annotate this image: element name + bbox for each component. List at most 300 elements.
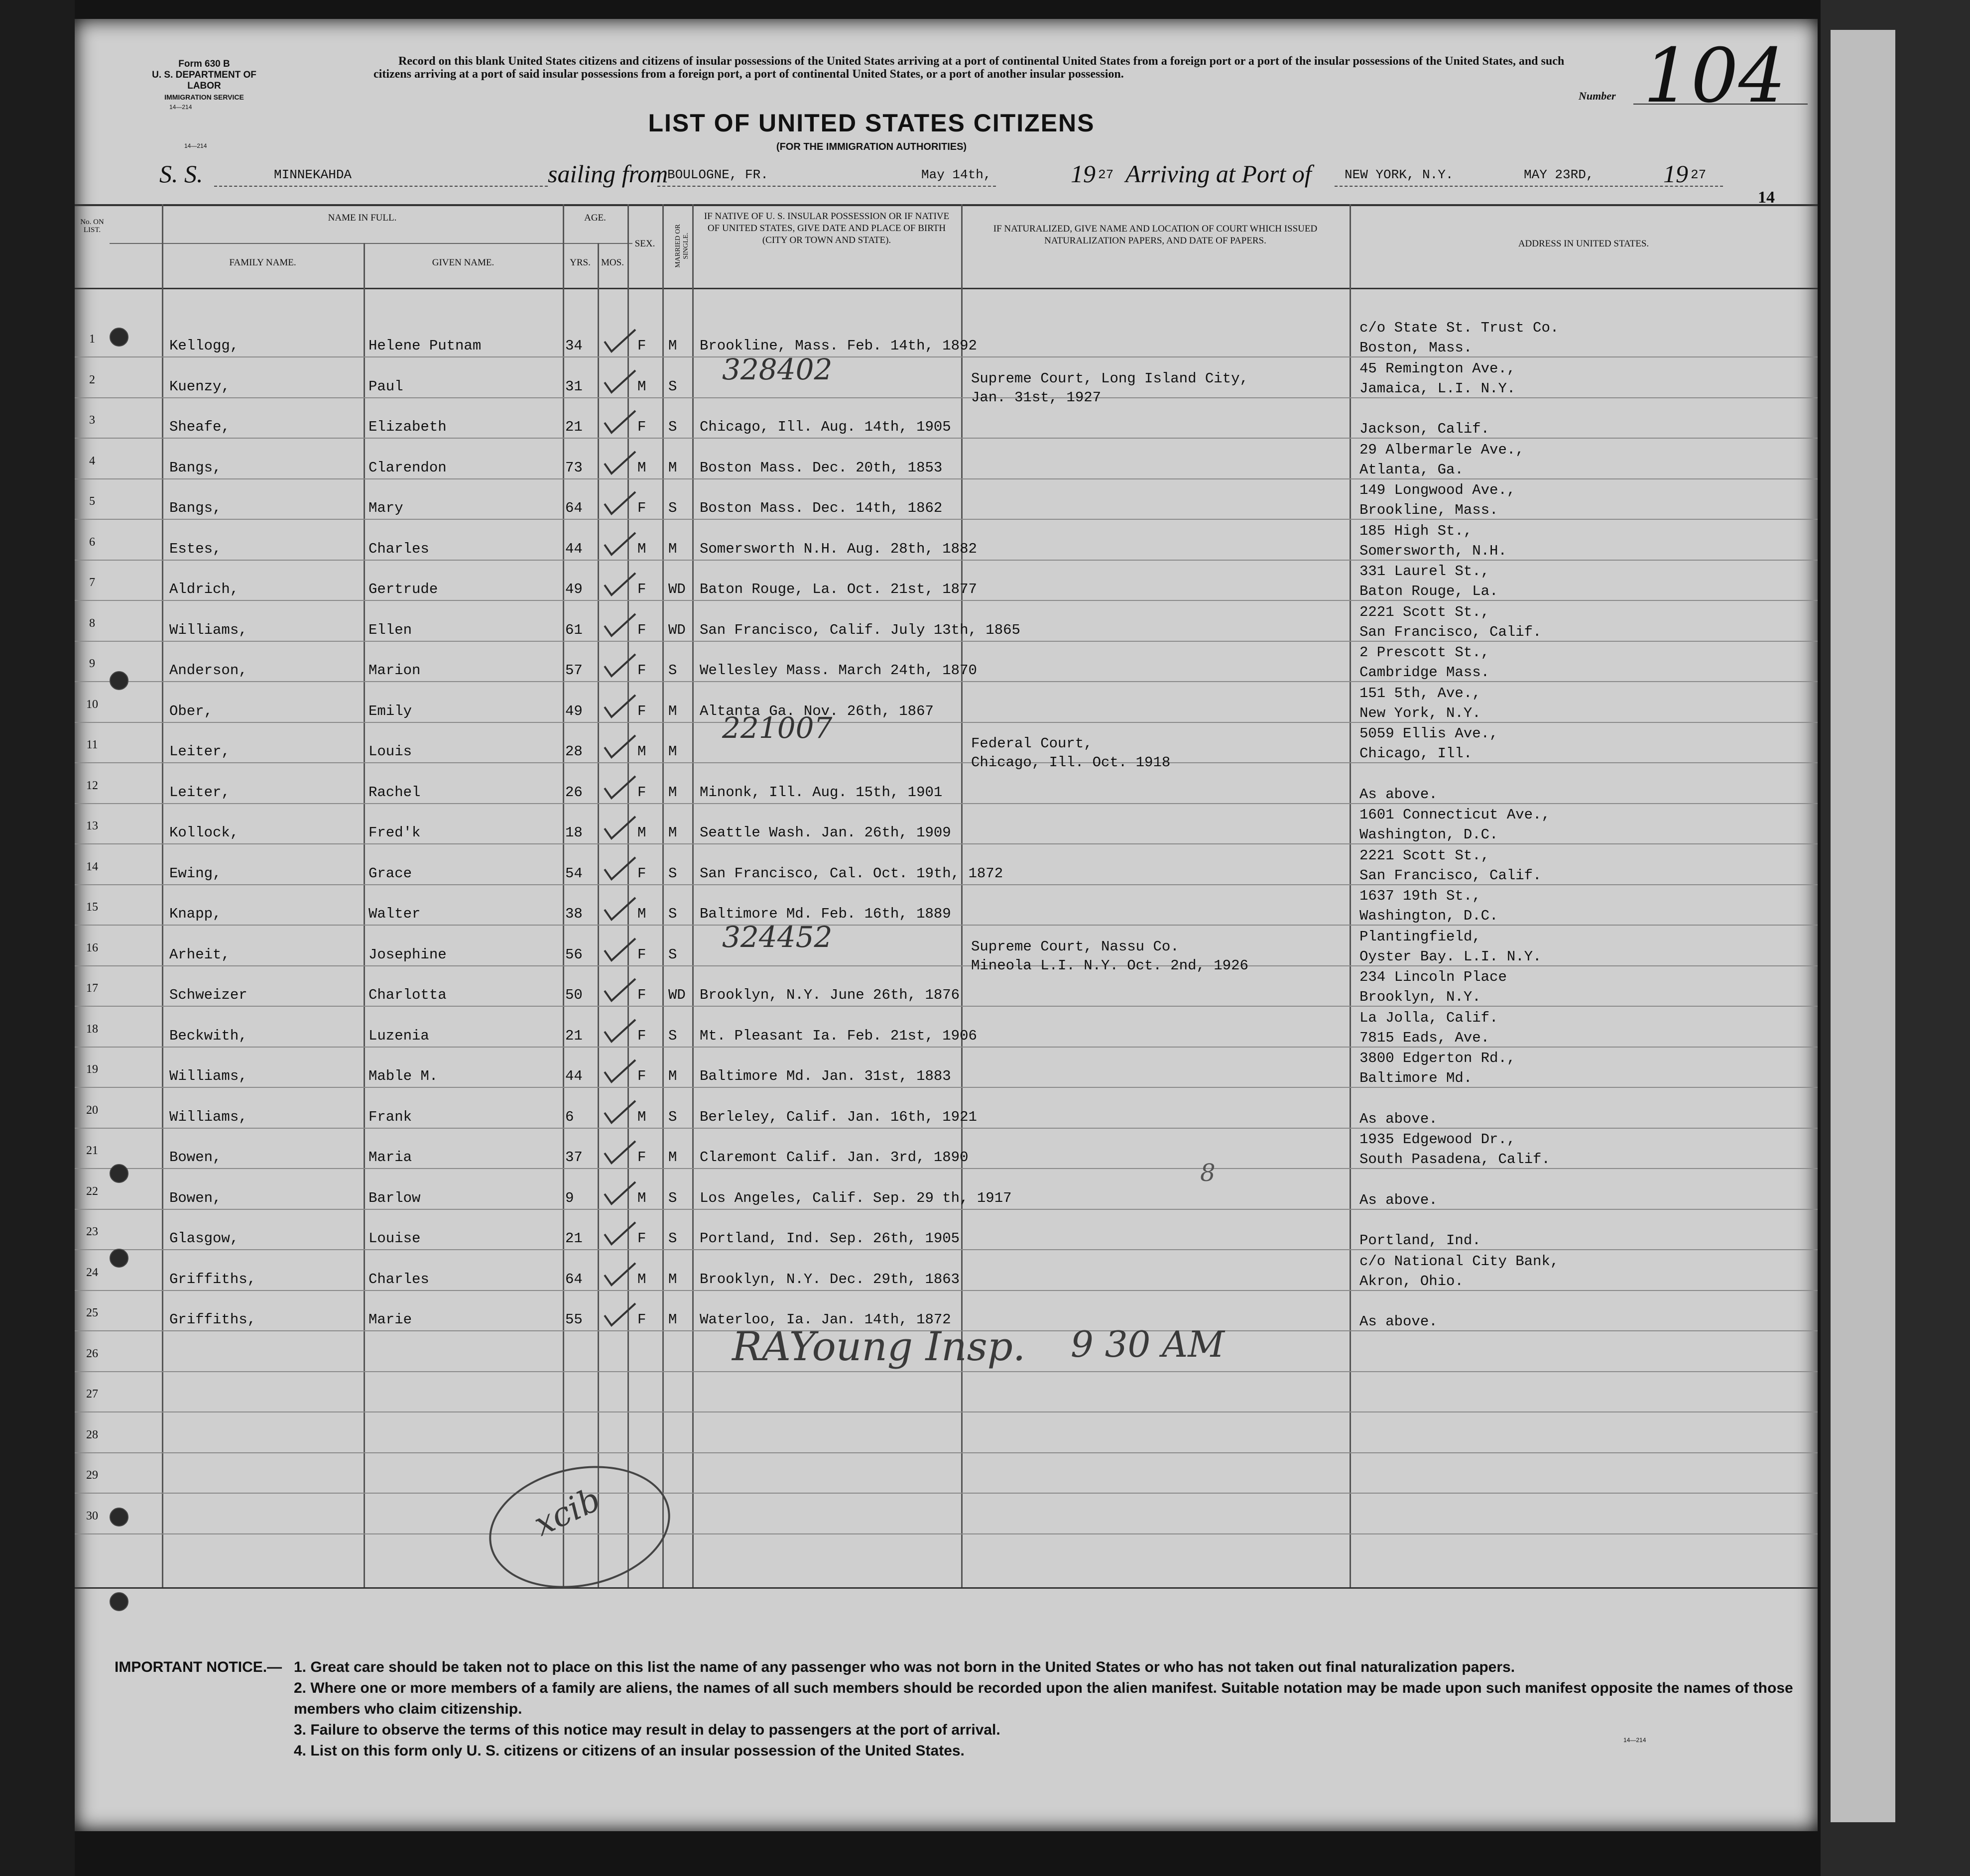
check-mark-icon (603, 1140, 637, 1165)
family-name: Kollock, (169, 824, 239, 841)
marital-status: S (668, 378, 677, 395)
row-rule (75, 965, 1818, 966)
ss-label: S. S. (159, 160, 203, 188)
from-port: BOULOGNE, FR. (667, 167, 768, 182)
table-bottom-border (75, 1587, 1818, 1589)
sex: F (637, 338, 646, 354)
birth-place-date: San Francisco, Calif. July 13th, 1865 (700, 621, 1020, 638)
age-years: 37 (565, 1149, 583, 1166)
address-line-2: Portland, Ind. (1359, 1232, 1481, 1249)
ship-line-rule (214, 186, 548, 187)
check-mark-icon (603, 451, 637, 475)
check-mark-icon (603, 410, 637, 435)
sail-date: May 14th, (921, 167, 991, 182)
given-name: Fred'k (369, 824, 421, 841)
row-number: 15 (86, 901, 98, 914)
list-number: 104 (1643, 33, 1786, 119)
check-mark-icon (603, 1302, 637, 1327)
row-number: 8 (89, 616, 95, 630)
given-name: Elizabeth (369, 419, 447, 435)
check-mark-icon (603, 1181, 637, 1206)
family-name: Leiter, (169, 784, 230, 801)
row-rule (75, 600, 1818, 601)
important-notice (115, 1657, 1818, 1761)
birth-place-date: Seattle Wash. Jan. 26th, 1909 (700, 824, 951, 841)
header-no: No. ON LIST. (80, 218, 104, 234)
form-id-block (134, 59, 274, 103)
row-rule (75, 681, 1818, 682)
family-name: Ewing, (169, 865, 222, 882)
address-line-2: Oyster Bay. L.I. N.Y. (1359, 948, 1542, 965)
address-line-2: Brooklyn, N.Y. (1359, 989, 1481, 1005)
address-line-1: c/o State St. Trust Co. (1359, 320, 1559, 336)
arriving-label: Arriving at Port of (1125, 160, 1312, 188)
row-number: 25 (86, 1306, 98, 1319)
sex: M (637, 906, 646, 922)
marital-status: M (668, 338, 677, 354)
marital-status: M (668, 743, 677, 760)
check-mark-icon (603, 897, 637, 922)
family-name: Bangs, (169, 459, 222, 476)
row-rule (75, 1493, 1818, 1494)
age-years: 73 (565, 459, 583, 476)
sex: F (637, 581, 646, 597)
row-rule (75, 478, 1818, 479)
address-line-2: San Francisco, Calif. (1359, 867, 1542, 884)
form-subtitle: (FOR THE IMMIGRATION AUTHORITIES) (776, 141, 967, 152)
given-name: Grace (369, 865, 412, 882)
manifest-page (75, 19, 1818, 1831)
address-line-1: 2221 Scott St., (1359, 847, 1490, 864)
age-years: 28 (565, 743, 583, 760)
age-years: 21 (565, 419, 583, 435)
notice-item-2: 2. Where one or more members of a family are aliens, the names of all such members should be recorded upon the alien manifest. Suitable notation may be made upon such manifest opposite the names of those members who claim citizenship. (294, 1680, 1793, 1717)
punch-hole (110, 1249, 128, 1268)
address-line-2: Jamaica, L.I. N.Y. (1359, 380, 1516, 397)
sex: F (637, 1149, 646, 1166)
family-name: Griffiths, (169, 1311, 256, 1328)
address-line-2: Jackson, Calif. (1359, 421, 1490, 437)
row-number: 7 (89, 576, 95, 589)
age-years: 18 (565, 824, 583, 841)
age-years: 54 (565, 865, 583, 882)
marital-status: WD (668, 621, 686, 638)
address-line-2: Somersworth, N.H. (1359, 542, 1507, 559)
address-line-1: 149 Longwood Ave., (1359, 482, 1516, 498)
family-name: Williams, (169, 1068, 247, 1084)
family-name: Ober, (169, 703, 213, 719)
row-number: 11 (86, 738, 98, 751)
address-line-2: Atlanta, Ga. (1359, 461, 1464, 478)
address-line-2: As above. (1359, 786, 1438, 803)
cert-number-kuenzy: 328402 (722, 352, 833, 386)
header-given-name: GIVEN NAME. (432, 257, 494, 268)
cert-number-arheit: 324452 (722, 920, 833, 954)
name-age-subheader-rule (110, 243, 632, 244)
age-years: 38 (565, 906, 583, 922)
age-years: 44 (565, 540, 583, 557)
col-divider-family (364, 243, 365, 1587)
row-number: 3 (89, 414, 95, 427)
family-name: Estes, (169, 540, 222, 557)
marital-status: S (668, 906, 677, 922)
birth-place-date: Los Angeles, Calif. Sep. 29 th, 1917 (700, 1189, 1012, 1206)
address-line-1: 151 5th, Ave., (1359, 685, 1481, 702)
row-rule (75, 1128, 1818, 1129)
row-number: 27 (86, 1388, 98, 1401)
given-name: Charles (369, 540, 429, 557)
inspection-time: 9 30 AM (1071, 1323, 1225, 1365)
birth-place-date: Chicago, Ill. Aug. 14th, 1905 (700, 419, 951, 435)
address-line-2: As above. (1359, 1313, 1438, 1330)
arrival-year-prefix: 19 (1663, 160, 1688, 188)
address-line-1: 185 High St., (1359, 522, 1473, 539)
given-name: Emily (369, 703, 412, 719)
notice-item-4: 4. List on this form only U. S. citizens or citizens of an insular possession of the United States. (294, 1743, 965, 1759)
address-line-1: La Jolla, Calif. (1359, 1009, 1498, 1026)
address-line-2: As above. (1359, 1110, 1438, 1127)
notice-item-1: 1. Great care should be taken not to place on this list the name of any passenger who was not born in the United States or who has not taken out final naturalization papers. (294, 1659, 1515, 1675)
family-name: Griffiths, (169, 1271, 256, 1288)
age-years: 56 (565, 946, 583, 963)
family-name: Bowen, (169, 1189, 222, 1206)
page-number: 14 (1758, 188, 1775, 207)
check-mark-icon (603, 491, 637, 516)
given-name: Frank (369, 1108, 412, 1125)
check-mark-icon (603, 1059, 637, 1084)
row-number: 13 (86, 820, 98, 832)
header-married-single: MARRIED OR SINGLE. (674, 224, 690, 268)
birth-place-date: Berleley, Calif. Jan. 16th, 1921 (700, 1108, 977, 1125)
row-number: 4 (89, 454, 95, 468)
film-right-margin (1821, 0, 1970, 1876)
table-top-border (75, 204, 1818, 206)
given-name: Luzenia (369, 1027, 429, 1044)
sex: F (637, 987, 646, 1003)
service-name: IMMIGRATION SERVICE (164, 93, 244, 101)
naturalization-court: Federal Court, (971, 735, 1093, 752)
address-line-1: 1935 Edgewood Dr., (1359, 1131, 1516, 1148)
marital-status: M (668, 824, 677, 841)
check-mark-icon (603, 694, 637, 719)
punch-hole (110, 1592, 128, 1611)
age-years: 21 (565, 1027, 583, 1044)
notice-items (294, 1657, 1818, 1761)
check-mark-icon (603, 734, 637, 759)
naturalization-date: Jan. 31st, 1927 (971, 389, 1102, 406)
given-name: Maria (369, 1149, 412, 1166)
marital-status: M (668, 459, 677, 476)
row-number: 22 (86, 1184, 98, 1198)
sex: F (637, 946, 646, 963)
sex: F (637, 865, 646, 882)
given-name: Louis (369, 743, 412, 760)
notice-item-3: 3. Failure to observe the terms of this notice may result in delay to passengers at the port of arrival. (294, 1722, 1000, 1738)
address-line-2: Chicago, Ill. (1359, 745, 1473, 762)
address-line-2: Cambridge Mass. (1359, 664, 1490, 681)
sex: M (637, 824, 646, 841)
age-years: 64 (565, 1271, 583, 1288)
sex: F (637, 1311, 646, 1328)
age-years: 55 (565, 1311, 583, 1328)
birth-place-date: Wellesley Mass. March 24th, 1870 (700, 662, 977, 679)
sex: M (637, 459, 646, 476)
birth-place-date: Baton Rouge, La. Oct. 21st, 1877 (700, 581, 977, 597)
age-years: 61 (565, 621, 583, 638)
row-rule (75, 722, 1818, 723)
from-port-rule (657, 186, 996, 187)
birth-place-date: Mt. Pleasant Ia. Feb. 21st, 1906 (700, 1027, 977, 1044)
marital-status: S (668, 946, 677, 963)
family-name: Arheit, (169, 946, 230, 963)
margin-mark: 8 (1200, 1159, 1216, 1187)
header-mos: MOS. (601, 257, 624, 268)
address-line-2: Baltimore Md. (1359, 1070, 1473, 1086)
header-address: ADDRESS IN UNITED STATES. (1518, 238, 1649, 249)
marital-status: M (668, 1149, 677, 1166)
address-line-2: San Francisco, Calif. (1359, 623, 1542, 640)
marital-status: WD (668, 987, 686, 1003)
address-line-1: 45 Remington Ave., (1359, 360, 1516, 377)
header-sex: SEX. (634, 238, 655, 249)
address-line-1: 2 Prescott St., (1359, 644, 1490, 661)
number-label: Number (1579, 90, 1616, 102)
age-years: 31 (565, 378, 583, 395)
address-line-2: As above. (1359, 1191, 1438, 1208)
birth-place-date: Boston Mass. Dec. 14th, 1862 (700, 500, 943, 516)
row-rule (75, 1168, 1818, 1169)
row-number: 2 (89, 373, 95, 386)
check-mark-icon (603, 816, 637, 840)
sex: F (637, 621, 646, 638)
form-code-mid: 14—214 (184, 142, 207, 149)
given-name: Helene Putnam (369, 338, 482, 354)
sex: M (637, 1271, 646, 1288)
row-number: 19 (86, 1063, 98, 1076)
cert-number-leiter: 221007 (722, 711, 833, 745)
birth-place-date: Somersworth N.H. Aug. 28th, 1882 (700, 540, 977, 557)
address-line-1: 2221 Scott St., (1359, 603, 1490, 620)
header-age: AGE. (584, 213, 606, 223)
row-rule (75, 762, 1818, 763)
arrival-date: MAY 23RD, (1524, 167, 1594, 182)
col-divider-given (563, 204, 564, 1587)
sex: F (637, 500, 646, 516)
given-name: Charlotta (369, 987, 447, 1003)
sex: F (637, 1068, 646, 1084)
row-rule (75, 1209, 1818, 1210)
marital-status: M (668, 784, 677, 801)
row-rule (75, 1452, 1818, 1453)
marital-status: S (668, 1108, 677, 1125)
row-number: 16 (86, 941, 98, 954)
address-line-2: South Pasadena, Calif. (1359, 1151, 1550, 1168)
row-number: 24 (86, 1266, 98, 1279)
marital-status: S (668, 419, 677, 435)
check-mark-icon (603, 572, 637, 597)
naturalization-date: Mineola L.I. N.Y. Oct. 2nd, 1926 (971, 957, 1248, 974)
birth-place-date: Claremont Calif. Jan. 3rd, 1890 (700, 1149, 969, 1166)
check-mark-icon (603, 329, 637, 353)
marital-status: S (668, 500, 677, 516)
marital-status: M (668, 1271, 677, 1288)
form-title: LIST OF UNITED STATES CITIZENS (648, 109, 1095, 137)
sex: M (637, 1108, 646, 1125)
check-mark-icon (603, 369, 637, 394)
address-line-1: 331 Laurel St., (1359, 563, 1490, 580)
marital-status: S (668, 1189, 677, 1206)
row-number: 21 (86, 1144, 98, 1157)
family-name: Kellogg, (169, 338, 239, 354)
family-name: Kuenzy, (169, 378, 230, 395)
sex: F (637, 662, 646, 679)
given-name: Josephine (369, 946, 447, 963)
ship-name: MINNEKAHDA (274, 167, 352, 182)
col-divider-sex (662, 204, 664, 1587)
marital-status: M (668, 1068, 677, 1084)
row-rule (75, 1249, 1818, 1250)
row-rule (75, 843, 1818, 844)
family-name: Williams, (169, 1108, 247, 1125)
given-name: Clarendon (369, 459, 447, 476)
birth-place-date: Brooklyn, N.Y. June 26th, 1876 (700, 987, 960, 1003)
header-name-in-full: NAME IN FULL. (328, 213, 397, 223)
birth-place-date: Waterloo, Ia. Jan. 14th, 1872 (700, 1311, 951, 1328)
record-instructions: Record on this blank United States citizens and citizens of insular possessions of the United States arriving at a port of continental United States from a foreign port or a port of the insular possessions of the United States, and such citizens arriving at a port of said insular possessions from a foreign port, a port of continental United States, or a port of another insular possession. (373, 55, 1565, 81)
check-mark-icon (603, 1100, 637, 1125)
given-name: Barlow (369, 1189, 421, 1206)
naturalization-date: Chicago, Ill. Oct. 1918 (971, 754, 1171, 771)
sailing-from-label: sailing from (548, 160, 668, 188)
row-rule (75, 519, 1818, 520)
given-name: Mary (369, 500, 403, 516)
sex: F (637, 419, 646, 435)
row-rule (75, 1087, 1818, 1088)
row-number: 12 (86, 779, 98, 792)
birth-place-date: Baltimore Md. Feb. 16th, 1889 (700, 906, 951, 922)
form-number: Form 630 B (178, 59, 230, 69)
adjacent-page-edge (1831, 30, 1895, 1822)
check-mark-icon (603, 775, 637, 800)
film-left-margin (0, 0, 75, 1876)
arrival-year: 27 (1691, 167, 1707, 182)
address-line-2: 7815 Eads, Ave. (1359, 1029, 1490, 1046)
address-line-1: 1637 19th St., (1359, 888, 1481, 904)
marital-status: S (668, 865, 677, 882)
address-line-1: 3800 Edgerton Rd., (1359, 1050, 1516, 1066)
given-name: Mable M. (369, 1068, 438, 1084)
family-name: Anderson, (169, 662, 247, 679)
birth-place-date: San Francisco, Cal. Oct. 19th, 1872 (700, 865, 1003, 882)
given-name: Marie (369, 1311, 412, 1328)
col-divider-ms (692, 204, 694, 1587)
header-bottom-border (75, 288, 1818, 289)
row-rule (75, 397, 1818, 398)
row-rule (75, 884, 1818, 885)
sex: M (637, 378, 646, 395)
sail-year-prefix: 19 (1071, 160, 1096, 188)
marital-status: M (668, 703, 677, 719)
address-line-2: Washington, D.C. (1359, 908, 1498, 924)
col-divider-naturalized (1350, 204, 1351, 1587)
age-years: 44 (565, 1068, 583, 1084)
row-number: 17 (86, 982, 98, 995)
birth-place-date: Boston Mass. Dec. 20th, 1853 (700, 459, 943, 476)
birth-place-date: Minonk, Ill. Aug. 15th, 1901 (700, 784, 943, 801)
family-name: Aldrich, (169, 581, 239, 597)
marital-status: S (668, 1230, 677, 1247)
address-line-1: 29 Albermarle Ave., (1359, 441, 1524, 458)
row-rule (75, 1411, 1818, 1412)
given-name: Louise (369, 1230, 421, 1247)
address-line-2: Brookline, Mass. (1359, 502, 1498, 518)
row-number: 9 (89, 657, 95, 670)
check-mark-icon (603, 938, 637, 962)
birth-place-date: Baltimore Md. Jan. 31st, 1883 (700, 1068, 951, 1084)
family-name: Bangs, (169, 500, 222, 516)
age-years: 34 (565, 338, 583, 354)
row-number: 30 (86, 1509, 98, 1523)
row-number: 6 (89, 535, 95, 549)
row-rule (75, 438, 1818, 439)
age-years: 9 (565, 1189, 574, 1206)
given-name: Marion (369, 662, 421, 679)
row-rule (75, 925, 1818, 926)
birth-place-date: Brookline, Mass. Feb. 14th, 1892 (700, 338, 977, 354)
row-number: 1 (89, 333, 95, 346)
col-divider-birth (961, 204, 963, 1587)
row-number: 23 (86, 1225, 98, 1238)
address-line-2: Boston, Mass. (1359, 340, 1473, 356)
age-years: 64 (565, 500, 583, 516)
row-rule (75, 641, 1818, 642)
age-years: 6 (565, 1108, 574, 1125)
header-family-name: FAMILY NAME. (229, 257, 296, 268)
row-rule (75, 1006, 1818, 1007)
row-number: 14 (86, 860, 98, 873)
sex: M (637, 743, 646, 760)
age-years: 26 (565, 784, 583, 801)
check-mark-icon (603, 1019, 637, 1044)
check-mark-icon (603, 978, 637, 1003)
row-rule (75, 1047, 1818, 1048)
inspector-signature: RAYoung Insp. (732, 1323, 1026, 1370)
given-name: Paul (369, 378, 403, 395)
address-line-2: New York, N.Y. (1359, 704, 1481, 721)
header-birth: IF NATIVE OF U. S. INSULAR POSSESSION OR IF NATIVE OF UNITED STATES, GIVE DATE AND PLACE OF BIRTH (CITY OR TOWN AND STATE). (704, 211, 950, 245)
marital-status: S (668, 662, 677, 679)
given-name: Ellen (369, 621, 412, 638)
address-line-1: Plantingfield, (1359, 928, 1481, 945)
given-name: Rachel (369, 784, 421, 801)
check-mark-icon (603, 856, 637, 881)
row-number: 5 (89, 495, 95, 508)
family-name: Williams, (169, 621, 247, 638)
row-number: 29 (86, 1469, 98, 1482)
address-line-1: 234 Lincoln Place (1359, 969, 1507, 985)
given-name: Walter (369, 906, 421, 922)
department-name: U. S. DEPARTMENT OF LABOR (152, 70, 256, 91)
sex: F (637, 703, 646, 719)
family-name: Sheafe, (169, 419, 230, 435)
birth-place-date: Altanta Ga. Nov. 26th, 1867 (700, 703, 934, 719)
check-mark-icon (603, 1221, 637, 1246)
naturalization-court: Supreme Court, Long Island City, (971, 370, 1248, 387)
given-name: Charles (369, 1271, 429, 1288)
marital-status: S (668, 1027, 677, 1044)
sex: M (637, 1189, 646, 1206)
sex: F (637, 1230, 646, 1247)
